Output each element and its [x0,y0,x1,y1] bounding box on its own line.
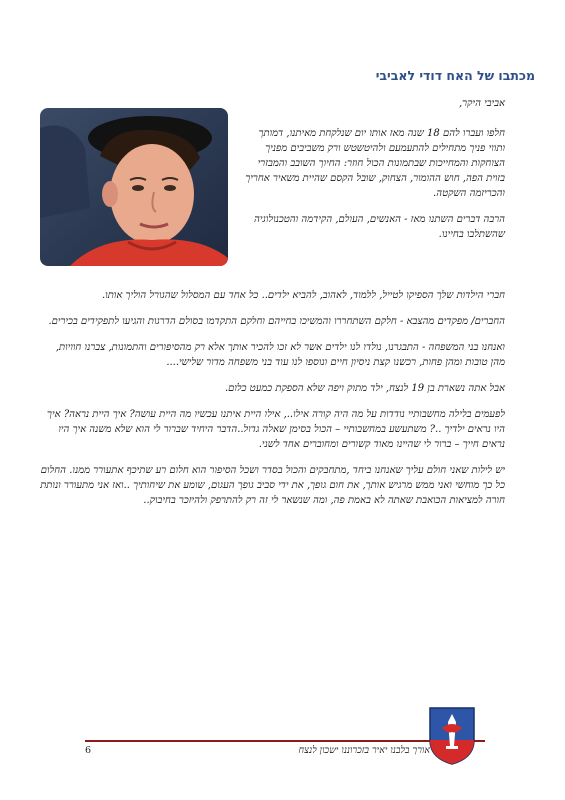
letter-body [40,288,505,519]
portrait-illustration [40,108,228,266]
paragraph: חברי הילדות שלך הספיקו לטייל, ללמוד, לאהוב, להביא ילדים.. כל אחד עם המסלול שהגורל הוליך אותו. [101,290,505,301]
paragraph: אבל אתה נשארת בן 19 לנצח, ילד מתוק ויפה שלא הספקת כמעט כלום. [224,383,505,394]
unit-emblem-icon [428,706,476,766]
portrait-photo [40,108,228,266]
paragraph: לפעמים בלילה מחשבותיי נודדות על מה היה קורה אילו.., אילו היית איתנו עכשיו מה היית עושה? איך היית נראה? איך היו נראים ילדיך ..? משתעשע במחשבותיי – הכול בסימן שאלה גדול..הדבר היחיד שברור לי הוא שלא משנה איך היו נראים חייך – ברור לי שהיינו מאוד קשורים ומחוברים אחד לשני. [47,409,505,450]
page-number: 6 [85,745,92,756]
greeting-text: אביבי היקר, [459,98,505,109]
paragraph: הרבה דברים השתנו מאז - האנשים, העולם, הקידמה והטכנולוגיה שהשתלבו בחיינו. [254,214,505,240]
paragraph: ואנחנו בני המשפחה - התבגרנו, נולדו לנו ילדים אשר לא זכו להכיר אותך אלא רק מהסיפורים והתמונות, צברנו חוויות, מהן טובות ומהן פחות, רכשנו קצת ניסיון חיים ונוספו לנו עוד בני משפחה מדור שלישי.... [55,342,505,368]
paragraph: יש לילות שאני חולם עליך שאנחנו ביחד ,מתחבקים והכול בסדר ושכל הסיפור הוא חלום רע שתיכף אתעורר ממנו. החלום כל כך מוחשי ואני ממש מרגיש אותך, את חום גופך, את ידי סביב גופך העגום, שומע את שיחותיך ..ואז אני מתעורר ונותת חורה למציאות הכואבת שאתה לא באמת פה, ומה שנשאר לי זה רק להתרפק ולהיזכר בחיבוק.. [40,465,505,506]
paragraph: החברים/ מפקדים מהצבא - חלקם השתחררו והמשיכו בחייהם וחלקם התקדמו בסולם הדרגות והגיעו לתפקידים בכירים. [48,316,505,327]
paragraphs-beside-photo [240,126,505,253]
greeting [40,96,505,122]
footer-rule [85,740,485,742]
page-title: מכתבו של האח דודי לאביבי [375,68,535,83]
paragraph: חלפו ועברו להם 18 שנה מאז אותו יום שנלקחת מאיתנו, דמותך ותווי פניך מתחילים להתעמעם ולהיטשטש ורק משביבים מפניך הצוחקות והמחייכות שבתמונות הכול חוזר: החיוך השובב והמבזרי בזוית הפה, חוש ההומור, הצחוק, שובל הקסם שהיית משאיר אחריך והכריזמה השקטה. [245,128,505,199]
footer-text: אורך בלבנו יאיר בזכרוננו ישכון לנצח [298,745,430,756]
